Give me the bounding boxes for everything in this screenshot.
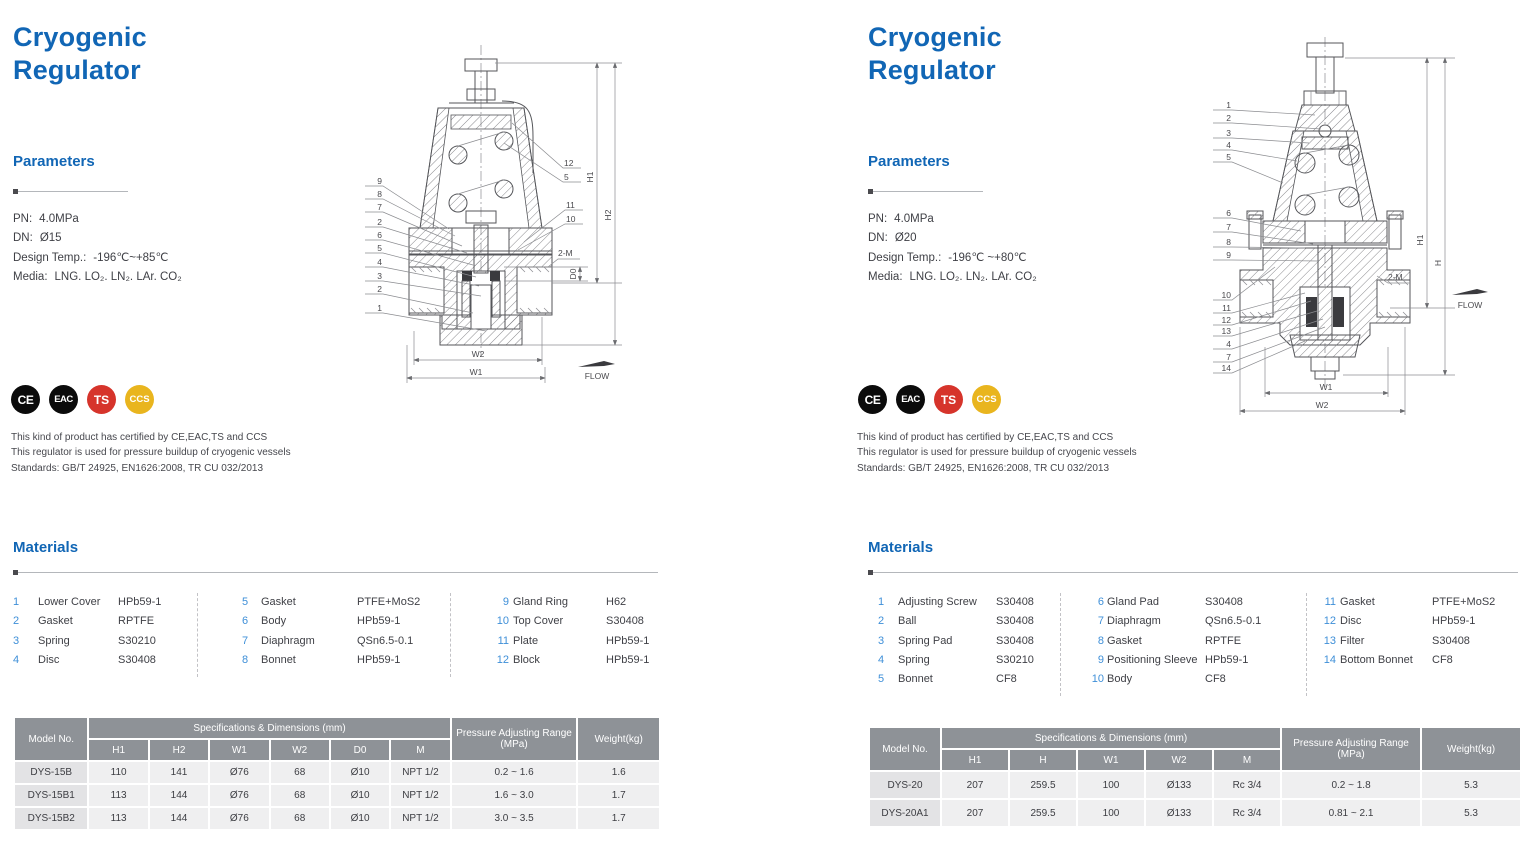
material-item: 8 Bonnet HPb59-1 (242, 653, 401, 666)
dim-h1: H1 (1415, 234, 1425, 246)
left-page-title (13, 21, 147, 87)
material-item: 10 Top Cover S30408 (496, 615, 644, 628)
material-item: 14 Bottom Bonnet CF8 (1323, 653, 1453, 666)
material-item: 2 Ball S30408 (878, 615, 1034, 628)
sub-header: M (1214, 750, 1280, 770)
table-row: DYS-20A1 207 259.5 100 Ø133 Rc 3/4 0.81 ~ 2.1 5.3 (870, 800, 1520, 826)
right-parameters-list (868, 210, 1037, 288)
flow-arrow-icon (1452, 289, 1488, 295)
right-materials-rule (868, 572, 1518, 573)
cert-line: Standards: GB/T 24925, EN1626:2008, TR CU 032/2013 (11, 462, 264, 474)
material-item: 2 Gasket RPTFE (13, 615, 155, 628)
material-item: 3 Spring S30210 (13, 634, 156, 647)
leader-label: 2 (377, 284, 382, 294)
col-header-specs: Specifications & Dimensions (mm) (89, 718, 449, 738)
leader-label: 9 (377, 176, 382, 186)
cert-line: Standards: GB/T 24925, EN1626:2008, TR CU 032/2013 (857, 462, 1110, 474)
leader-label: 9 (1226, 250, 1231, 260)
material-item: 13 Filter S30408 (1323, 634, 1470, 647)
leader-label: 8 (1226, 237, 1231, 247)
sub-header: H2 (150, 740, 208, 760)
right-valve-drawing (1205, 35, 1534, 435)
flow-arrow-icon (578, 361, 615, 367)
material-item: 7 Diaphragm QSn6.5-0.1 (1097, 615, 1262, 628)
materials-col-3 (1312, 593, 1495, 670)
right-page-title (868, 21, 1002, 87)
material-item: 11 Gasket PTFE+MoS2 (1324, 596, 1496, 608)
materials-divider (1060, 593, 1061, 696)
material-item: 7 Diaphragm QSn6.5-0.1 (242, 634, 414, 647)
eac-logo: EAC (49, 385, 78, 414)
leader-label: 3 (1226, 128, 1231, 138)
sub-header: H1 (89, 740, 147, 760)
sub-header: W1 (1078, 750, 1144, 770)
dim-w2: W2 (1315, 400, 1329, 410)
leader-label: 2 (377, 217, 382, 227)
ts-logo: TS (934, 385, 963, 414)
materials-col-1 (13, 593, 161, 670)
col-header-model: Model No. (15, 718, 87, 760)
title-line2: Regulator (13, 55, 141, 85)
sub-header: H1 (942, 750, 1008, 770)
leader-label: 12 (1221, 315, 1231, 325)
cert-line: This regulator is used for pressure buildup of cryogenic vessels (11, 447, 291, 459)
leader-label: 6 (377, 230, 382, 240)
table-row: DYS-15B1 113 144 Ø76 68 Ø10 NPT 1/2 1.6 ~ 3.0 1.7 (15, 785, 659, 806)
material-item: 6 Gland Pad S30408 (1097, 596, 1243, 608)
title-line1: Cryogenic (13, 22, 147, 52)
leader-label: 13 (1221, 326, 1231, 336)
material-item: 5 Gasket PTFE+MoS2 (242, 596, 421, 608)
dim-h: H (1433, 259, 1443, 267)
material-item: 5 Bonnet CF8 (878, 673, 1017, 686)
ts-logo: TS (87, 385, 116, 414)
sub-header: W1 (210, 740, 268, 760)
left-materials-list (13, 593, 661, 677)
leader-label: 3 (377, 271, 382, 281)
param-pn: PN: 4.0MPa (13, 213, 79, 225)
left-cert-text (11, 430, 291, 476)
left-materials-heading: Materials (13, 539, 79, 556)
right-cert-logos (858, 385, 1001, 414)
material-item: 9 Positioning Sleeve HPb59-1 (1097, 653, 1249, 666)
cert-line: This kind of product has certified by CE,EAC,TS and CCS (11, 432, 268, 443)
table-row: DYS-15B2 113 144 Ø76 68 Ø10 NPT 1/2 3.0 ~ 3.5 1.7 (15, 808, 659, 829)
left-parameters-heading: Parameters (13, 153, 95, 170)
leader-label: 8 (377, 189, 382, 199)
left-valve-drawing (352, 15, 662, 405)
param-media: Media: LNG. LO₂. LN₂. LAr. CO₂ (868, 271, 1037, 284)
col-header-specs: Specifications & Dimensions (mm) (942, 728, 1280, 748)
flow-label: FLOW (584, 371, 610, 381)
leader-label: 4 (1226, 339, 1231, 349)
material-item: 9 Gland Ring H62 (502, 596, 627, 608)
ccs-logo: CCS (972, 385, 1001, 414)
param-temp: Design Temp.: -196℃ ~+80℃ (868, 251, 1027, 264)
col-header-weight: Weight(kg) (578, 718, 659, 760)
param-dn: DN: Ø20 (868, 232, 917, 245)
material-item: 4 Spring S30210 (878, 653, 1034, 666)
col-header-model: Model No. (870, 728, 940, 770)
thread-label: 2-M (558, 248, 573, 258)
cert-line: This kind of product has certified by CE,EAC,TS and CCS (857, 432, 1114, 443)
leader-label: 7 (1226, 352, 1231, 362)
title-line2: Regulator (868, 55, 996, 85)
left-parameters-list (13, 210, 182, 288)
dim-h2: H2 (603, 209, 613, 221)
material-item: 4 Disc S30408 (13, 653, 156, 666)
right-parameters-heading: Parameters (868, 153, 950, 170)
materials-col-1 (878, 593, 1034, 689)
ccs-logo: CCS (125, 385, 154, 414)
material-item: 6 Body HPb59-1 (242, 615, 401, 628)
col-header-weight: Weight(kg) (1422, 728, 1520, 770)
material-item: 11 Plate HPb59-1 (497, 634, 650, 647)
material-item: 12 Disc HPb59-1 (1323, 615, 1476, 628)
leader-label: 11 (1222, 303, 1231, 313)
left-spec-table (13, 716, 661, 831)
right-materials-heading: Materials (868, 539, 934, 556)
table-row: DYS-15B 110 141 Ø76 68 Ø10 NPT 1/2 0.2 ~ 1.6 1.6 (15, 762, 659, 783)
right-cert-text (857, 430, 1137, 476)
sub-header: M (391, 740, 449, 760)
leader-label: 2 (1226, 113, 1231, 123)
param-dn: DN: Ø15 (13, 232, 62, 245)
col-header-pressure: Pressure Adjusting Range (MPa) (1282, 728, 1420, 770)
valve-cross-section (1240, 37, 1410, 387)
left-parameters-rule (13, 191, 128, 192)
right-spec-table (868, 726, 1522, 828)
leader-label: 7 (377, 202, 382, 212)
material-item: 8 Gasket RPTFE (1097, 634, 1242, 647)
param-media: Media: LNG. LO₂. LN₂. LAr. CO₂ (13, 271, 182, 284)
left-materials-rule (13, 572, 658, 573)
eac-logo: EAC (896, 385, 925, 414)
leader-label: 4 (377, 257, 382, 267)
material-item: 3 Spring Pad S30408 (878, 634, 1034, 647)
materials-col-3 (484, 593, 649, 670)
flow-label: FLOW (1457, 300, 1483, 310)
leader-label: 10 (1221, 290, 1231, 300)
valve-cross-section (409, 45, 552, 357)
materials-divider (450, 593, 451, 677)
title-line1: Cryogenic (868, 22, 1002, 52)
leader-label: 1 (377, 303, 382, 313)
table-row: DYS-20 207 259.5 100 Ø133 Rc 3/4 0.2 ~ 1.8 5.3 (870, 772, 1520, 798)
dim-w1: W1 (469, 367, 483, 377)
left-cert-logos (11, 385, 154, 414)
param-pn: PN: 4.0MPa (868, 213, 934, 225)
sub-header: D0 (331, 740, 389, 760)
right-materials-list (868, 593, 1528, 697)
leader-label: 5 (377, 243, 382, 253)
param-temp: Design Temp.: -196℃~+85℃ (13, 251, 169, 264)
materials-divider (197, 593, 198, 677)
dim-w2: W2 (471, 349, 485, 359)
right-parameters-rule (868, 191, 983, 192)
ce-logo: CE (858, 385, 887, 414)
ce-logo: CE (11, 385, 40, 414)
cert-line: This regulator is used for pressure buildup of cryogenic vessels (857, 447, 1137, 459)
material-item: 12 Block HPb59-1 (496, 653, 650, 666)
leader-label: 7 (1226, 222, 1231, 232)
sub-header: H (1010, 750, 1076, 770)
dim-w1: W1 (1319, 382, 1333, 392)
sub-header: W2 (1146, 750, 1212, 770)
materials-col-2 (242, 593, 420, 670)
col-header-pressure: Pressure Adjusting Range (MPa) (452, 718, 577, 760)
leader-label: 5 (1226, 152, 1231, 162)
leader-label: 10 (566, 214, 576, 224)
materials-col-2 (1080, 593, 1261, 689)
leader-label: 6 (1226, 208, 1231, 218)
thread-label: 2-M (1388, 272, 1403, 282)
material-item: 1 Lower Cover HPb59-1 (13, 596, 162, 608)
leader-label: 4 (1226, 140, 1231, 150)
materials-divider (1306, 593, 1307, 696)
leader-label: 5 (564, 172, 569, 182)
material-item: 1 Adjusting Screw S30408 (878, 596, 1034, 608)
dim-d0: D0 (568, 268, 578, 280)
leader-label: 1 (1226, 100, 1231, 110)
leader-label: 11 (566, 200, 575, 210)
sub-header: W2 (271, 740, 329, 760)
dim-h1: H1 (585, 171, 595, 183)
leader-label: 12 (564, 158, 574, 168)
leader-label: 14 (1221, 363, 1231, 373)
material-item: 10 Body CF8 (1091, 673, 1226, 686)
